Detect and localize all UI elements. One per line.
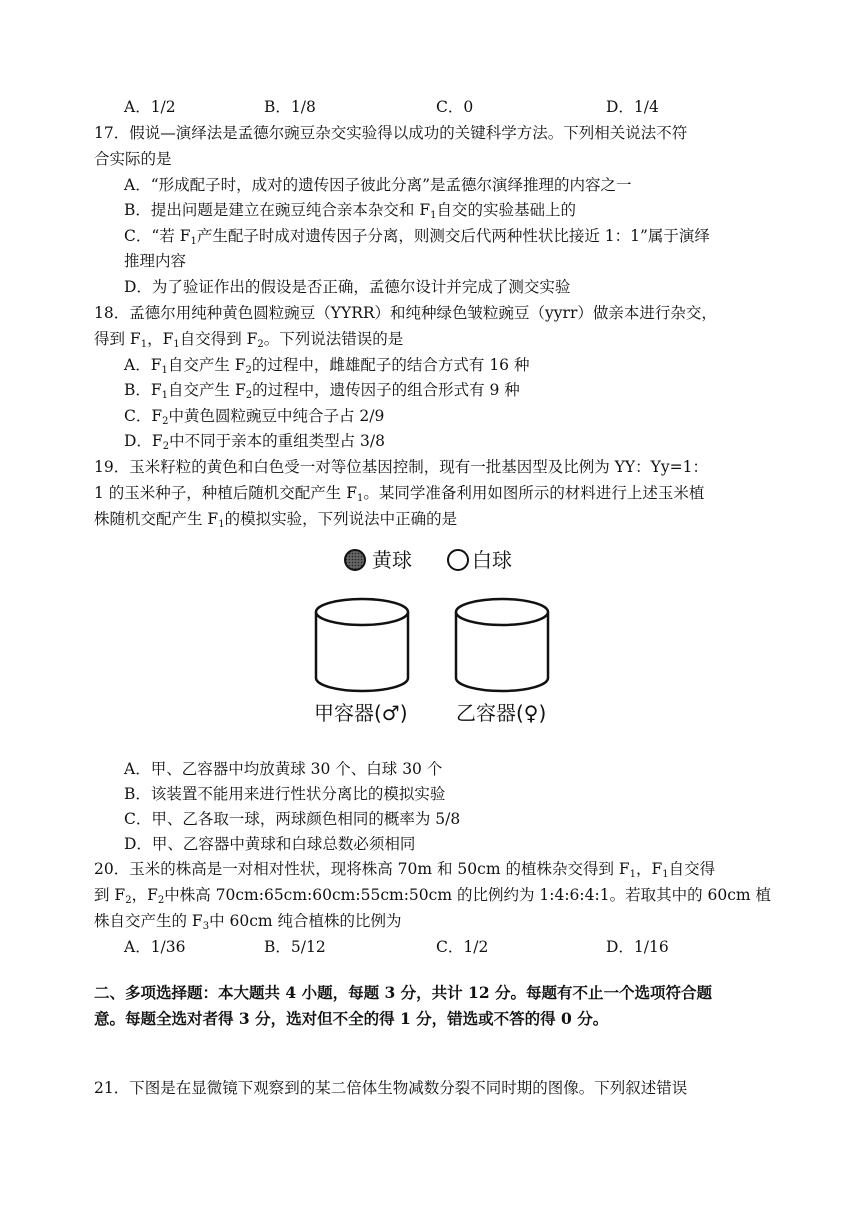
container-b-label: 乙容器(♀) — [456, 701, 547, 725]
q18-option-a: A．$F_1$自交产生 $F_2$的过程中，雌雄配子的结合方式有 16 种 — [124, 356, 530, 376]
q19-option-b: B．该装置不能用来进行性状分离比的模拟实验 — [124, 785, 446, 803]
q17-option-d: D．为了验证作出的假设是否正确，孟德尔设计并完成了测交实验 — [124, 278, 571, 296]
q21-stem-line-1: 21．下图是在显微镜下观察到的某二倍体生物减数分裂不同时期的图像。下列叙述错误 — [94, 1079, 688, 1097]
q19-option-d: D．甲、乙容器中黄球和白球总数必须相同 — [124, 835, 416, 853]
q19-stem-line-3: 株随机交配产生 $F_1$的模拟实验，下列说法中正确的是 — [94, 510, 458, 530]
white-ball-icon — [448, 550, 468, 570]
q17-stem-line-2: 合实际的是 — [94, 150, 172, 168]
q16-options — [0, 97, 860, 117]
q20-option-c: C．1/2 — [436, 938, 489, 956]
white-ball-label: 白球 — [472, 548, 512, 572]
q18-stem-line-2: 得到 $F_1$，$F_1$自交得到 $F_2$。下列说法错误的是 — [94, 330, 404, 350]
container-a-label: 甲容器(♂) — [314, 701, 408, 725]
q16-option-d: D．1/4 — [606, 98, 659, 116]
q17-option-b: B．提出问题是建立在豌豆纯合亲本杂交和 $F_1$自交的实验基础上的 — [124, 201, 576, 221]
yellow-ball-legend — [345, 548, 412, 572]
container-a-cylinder — [316, 599, 408, 691]
q16-option-b: B．1/8 — [264, 98, 316, 116]
q20-stem-line-2: 到 $F_2$，$F_2$中株高 70cm:65cm:60cm:55cm:50cm 的比例约为 1:4:6:4:1。若取其中的 60cm 植 — [94, 886, 772, 906]
q18-stem-line-1: 18．孟德尔用纯种黄色圆粒豌豆（YYRR）和纯种绿色皱粒豌豆（yyrr）做亲本进行杂交， — [94, 304, 717, 322]
section-2-heading-line-2: 意。每题全选对者得 3 分，选对但不全的得 1 分，错选或不答的得 0 分。 — [94, 1009, 609, 1028]
q19-option-c: C．甲、乙各取一球，两球颜色相同的概率为 5/8 — [124, 810, 461, 828]
white-ball-legend — [448, 548, 512, 572]
q18-option-d: D．$F_2$中不同于亲本的重组类型占 3/8 — [124, 432, 385, 452]
section-2-heading-line-1: 二、多项选择题：本大题共 4 小题，每题 3 分，共计 12 分。每题有不止一个选项符合题 — [94, 983, 713, 1002]
q19-option-a: A．甲、乙容器中均放黄球 30 个、白球 30 个 — [124, 760, 443, 778]
q16-option-a: A．1/2 — [124, 98, 176, 116]
q17-option-a: A．“形成配子时，成对的遗传因子彼此分离”是孟德尔演绎推理的内容之一 — [124, 176, 632, 194]
q16-option-c: C．0 — [436, 98, 474, 116]
q17-option-c: C．“若 $F_1$产生配子时成对遗传因子分离，则测交后代两种性状比接近 1：1”属于演绎 — [124, 227, 710, 247]
q19-stem-line-2: 1 的玉米种子，种植后随机交配产生 $F_1$。某同学准备利用如图所示的材料进行上述玉米植 — [94, 484, 705, 504]
q18-option-c: C．$F_2$中黄色圆粒豌豆中纯合子占 2/9 — [124, 407, 385, 427]
q17-option-c-cont: 推理内容 — [124, 252, 187, 270]
q20-stem-line-1: 20．玉米的株高是一对相对性状，现将株高 70m 和 50cm 的植株杂交得到 $F_1$，$F_1$自交得 — [94, 860, 716, 880]
q20-options — [0, 937, 860, 957]
q20-stem-line-3: 株自交产生的 $F_3$中 60cm 纯合植株的比例为 — [94, 912, 402, 932]
q19-stem-line-1: 19．玉米籽粒的黄色和白色受一对等位基因控制，现有一批基因型及比例为 YY：Yy=1： — [94, 458, 708, 476]
container-figure — [300, 540, 570, 740]
q20-option-d: D．1/16 — [606, 938, 669, 956]
q18-option-b: B．$F_1$自交产生 $F_2$的过程中，遗传因子的组合形式有 9 种 — [124, 381, 520, 401]
yellow-ball-label: 黄球 — [372, 548, 412, 572]
q17-stem-line-1: 17．假说—演绎法是孟德尔豌豆杂交实验得以成功的关键科学方法。下列相关说法不符 — [94, 124, 688, 142]
q20-option-a: A．1/36 — [124, 938, 186, 956]
q20-option-b: B．5/12 — [264, 938, 326, 956]
yellow-ball-icon — [345, 550, 365, 570]
container-b-cylinder — [456, 599, 548, 691]
